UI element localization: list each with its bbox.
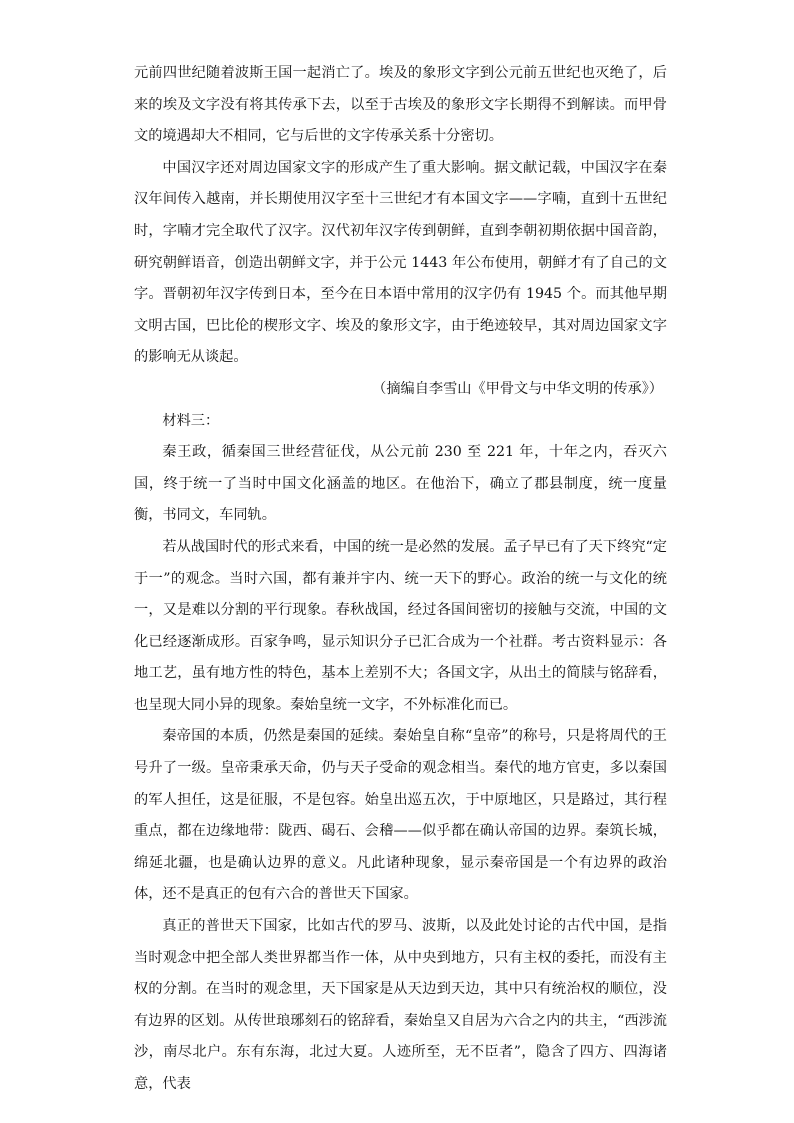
- source-citation: （摘编自李雪山《甲骨文与中华文明的传承》）: [372, 380, 663, 397]
- paragraph-intro: 元前四世纪随着波斯王国一起消亡了。埃及的象形文字到公元前五世纪也灭绝了，后来的埃及文字没有将其传承下去，以至于古埃及的象形文字长期得不到解读。而甲骨文的境遇却大不相同，它与后世的文字传承关系十分密切。: [134, 65, 667, 145]
- material-paragraph: 秦王政，循秦国三世经营征伐，从公元前 230 至 221 年，十年之内，吞灭六国，终于统一了当时中国文化涵盖的地区。在他治下，确立了郡县制度，统一度量衡，书同文，车同轨。: [134, 444, 667, 524]
- material-paragraph: 秦帝国的本质，仍然是秦国的延续。秦始皇自称“皇帝”的称号，只是将周代的王号升了一级。皇帝秉承天命，仍与天子受命的观念相当。秦代的地方官吏，多以秦国的军人担任，这是征服，不是包容。始皇出巡五次，于中原地区，只是路过，其行程重点，都在边缘地带：陇西、碣石、会稽——似乎都在确认帝国的边界。秦筑长城，绵延北疆，也是确认边界的意义。凡此诸种现象，显示秦帝国是一个有边界的政治体，还不是真正的包有六合的普世天下国家。: [134, 728, 667, 903]
- material-paragraph: 真正的普世天下国家，比如古代的罗马、波斯，以及此处讨论的古代中国，是指当时观念中把全部人类世界都当作一体，从中央到地方，只有主权的委托，而没有主权的分割。在当时的观念里，天下国家是从天边到天边，其中只有统治权的顺位，没有边界的区划。从传世琅琊刻石的铭辞看，秦始皇又自居为六合之内的共主，“西涉流沙，南尽北户。东有东海，北过大夏。人迹所至，无不臣者”，隐含了四方、四海诸意，代表: [134, 918, 667, 1092]
- material-heading: 材料三：: [162, 412, 220, 429]
- paragraph-influence: 中国汉字还对周边国家文字的形成产生了重大影响。据文献记载，中国汉字在秦汉年间传入越南，并长期使用汉字至十三世纪才有本国文字——字喃，直到十五世纪时，字喃才完全取代了汉字。汉代初年汉字传到朝鲜，直到李朝初期依据中国音韵，研究朝鲜语音，创造出朝鲜文字，并于公元 1443 年公布使用，朝鲜才有了自己的文字。晋朝初年汉字传到日本，至今在日本语中常用的汉字仍有 1945 个。而其他早期文明古国，巴比伦的楔形文字、埃及的象形文字，由于绝迹较早，其对周边国家文字的影响无从谈起。: [134, 159, 667, 366]
- document-page: [134, 58, 667, 1101]
- material-paragraph: 若从战国时代的形式来看，中国的统一是必然的发展。孟子早已有了天下终究“定于一”的观念。当时六国，都有兼并宇内、统一天下的野心。政治的统一与文化的统一，又是难以分割的平行现象。春秋战国，经过各国间密切的接触与交流，中国的文化已经逐渐成形。百家争鸣，显示知识分子已汇合成为一个社群。考古资料显示：各地工艺，虽有地方性的特色，基本上差别不大；各国文字，从出土的简牍与铭辞看，也呈现大同小异的现象。秦始皇统一文字，不外标准化而已。: [134, 538, 667, 713]
